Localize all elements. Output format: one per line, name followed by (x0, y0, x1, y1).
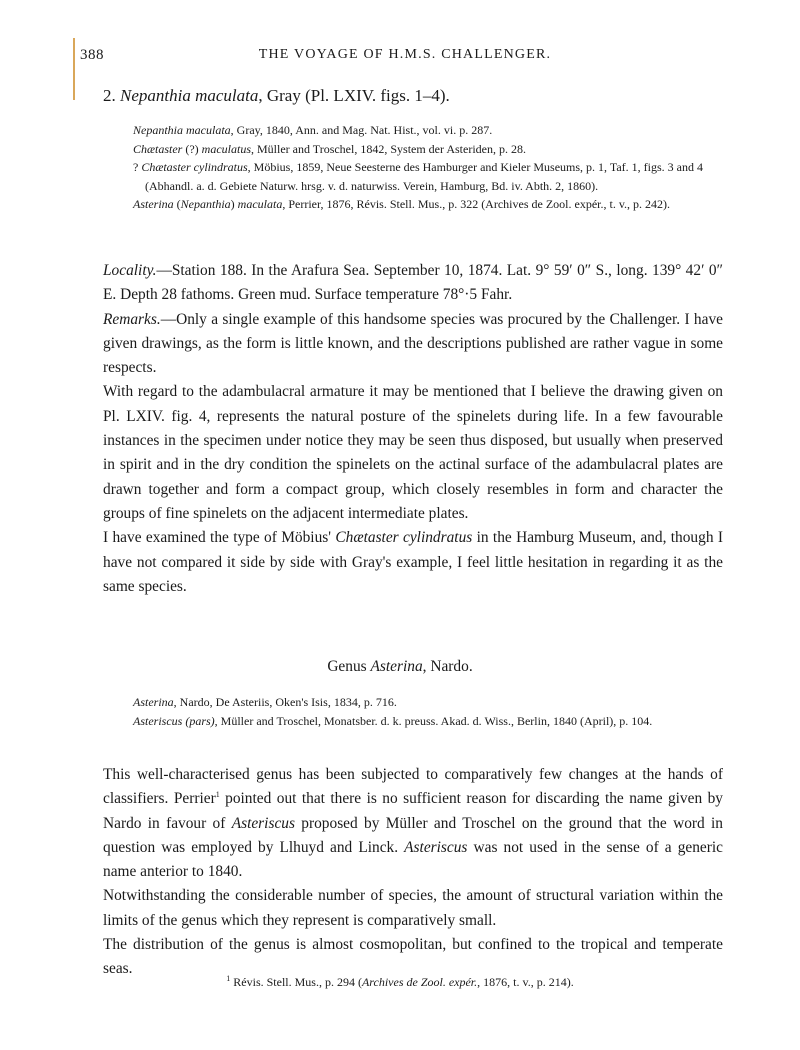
locality-label: Locality. (103, 262, 157, 279)
synonym-entry: Asterina, Nardo, De Asteriis, Oken's Isis, 1834, p. 716. (133, 695, 397, 709)
genus-heading: Genus Asterina, Nardo. (327, 658, 473, 675)
synonym-entry: Nepanthia maculata, Gray, 1840, Ann. and Mag. Nat. Hist., vol. vi. p. 287. (133, 123, 493, 137)
genus-body (103, 763, 723, 982)
remarks-paragraph: Remarks.—Only a single example of this handsome species was procured by the Challenger. I have given drawings, as the form is little known, and the descriptions published are rather vague in some respects. (103, 310, 723, 377)
synonymy-list (133, 121, 725, 214)
footnote-ref: 1 (215, 790, 220, 800)
locality-paragraph: Locality.—Station 188. In the Arafura Sea. September 10, 1874. Lat. 9° 59′ 0″ S., long. 139° 42′ 0″ E. Depth 28 fathoms. Green mud. Surface temperature 78°·5 Fahr. (103, 262, 723, 304)
remarks-label: Remarks. (103, 310, 161, 328)
genus-paragraph: This well-characterised genus has been subjected to comparatively few changes at the hands of classifiers. Perrier$^1$ pointed out that there is no sufficient reason for discarding the name given by Nardo in favour of Asteriscus proposed by Müller and Troschel on the ground that the word in question was employed by Llhuyd and Linck. Asteriscus was not used in the sense of a generic name anterior to 1840. (103, 766, 724, 881)
species-body (103, 259, 723, 599)
armature-paragraph: With regard to the adambulacral armature it may be mentioned that I believe the drawing given on Pl. LXIV. fig. 4, represents the natural posture of the spinelets during life. In a few favourable instances in the specimen under notice they may be seen thus disposed, but usually when preserved in spirit and in the dry condition the spinelets on the actinal surface of the adambulacral plates are drawn together and form a compact group, which closely resembles in form and character the groups of fine spinelets on the adjacent intermediate plates. (103, 383, 723, 522)
distribution-paragraph: The distribution of the genus is almost cosmopolitan, but confined to the tropical and temperate seas. (103, 936, 723, 978)
species-variation-paragraph: Notwithstanding the considerable number of species, the amount of structural variation within the limits of the genus which they represent is comparatively small. (103, 887, 723, 929)
synonym-entry: Chætaster (?) maculatus, Müller and Troschel, 1842, System der Asteriden, p. 28. (133, 141, 526, 156)
species-heading (103, 86, 723, 106)
page-edge-mark (73, 38, 75, 100)
species-name: Nepanthia maculata (120, 86, 259, 105)
page-number: 388 (80, 47, 104, 63)
species-authority: , Gray (Pl. LXIV. figs. 1–4). (258, 86, 450, 105)
synonym-entry: Asteriscus (pars), Müller and Troschel, Monatsber. d. k. preuss. Akad. d. Wiss., Berlin, 1840 (April), p. 104. (133, 713, 653, 728)
footnote: $^1$ Révis. Stell. Mus., p. 294 (Archives de Zool. expér., 1876, t. v., p. 214). (226, 974, 574, 989)
page-header (80, 47, 730, 69)
footnote-marker: 1 (226, 974, 231, 983)
synonym-entry: Asterina (Nepanthia) maculata, Perrier, 1876, Révis. Stell. Mus., p. 322 (Archives de Zool. expér., t. v., p. 242). (133, 197, 671, 211)
synonym-entry: ? Chætaster cylindratus, Möbius, 1859, Neue Seesterne des Hamburger and Kieler Museums, p. 1, Taf. 1, figs. 3 and 4 (Abhandl. a. d. Gebiete Naturw. hrsg. v. d. naturwiss. Verein, Hamburg, Bd. iv. Abth. 2, 1860). (133, 160, 703, 193)
running-title: THE VOYAGE OF H.M.S. CHALLENGER. (258, 47, 552, 62)
type-paragraph: I have examined the type of Möbius' Chætaster cylindratus in the Hamburg Museum, and, though I have not compared it side by side with Gray's example, I feel little hesitation in regarding it as the same species. (103, 529, 723, 595)
species-number: 2. (103, 86, 116, 105)
genus-synonymy-list (133, 693, 725, 730)
